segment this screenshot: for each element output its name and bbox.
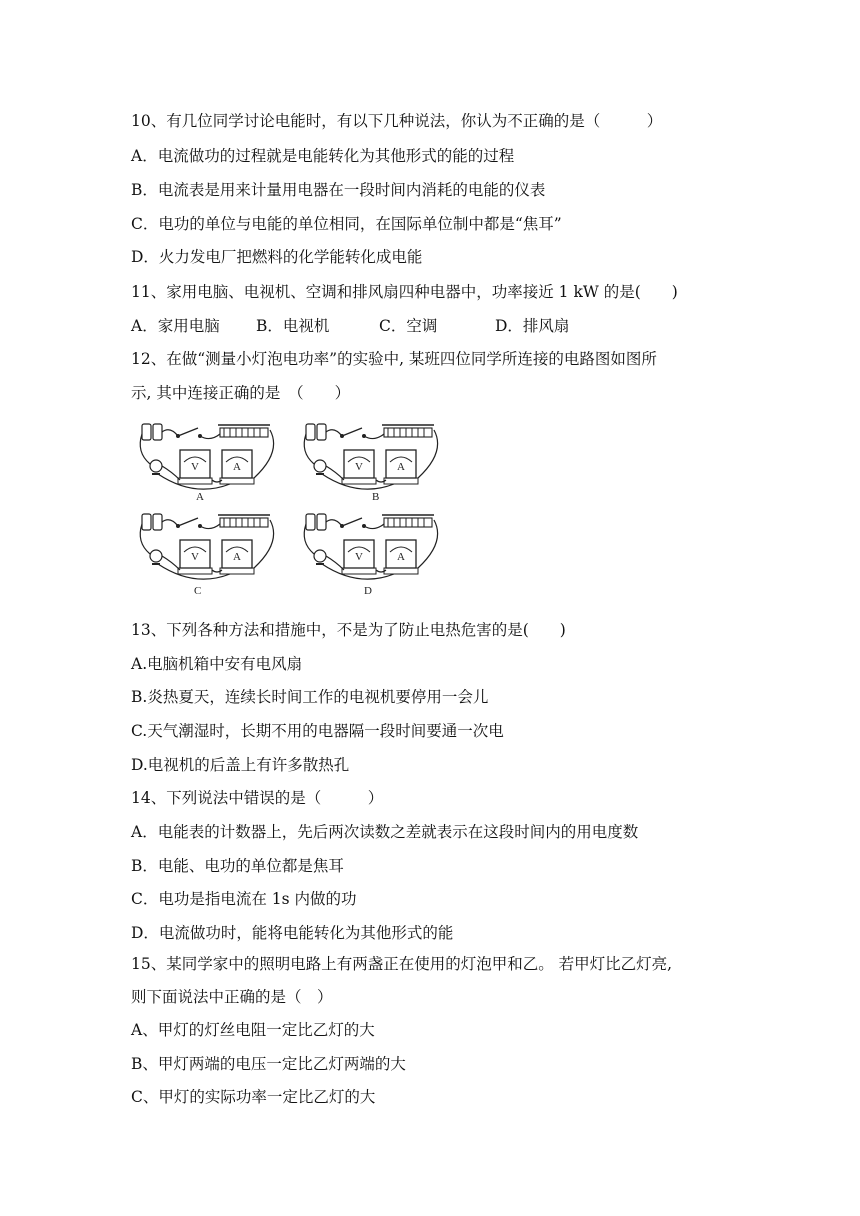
q10-option-d: D．火力发电厂把燃料的化学能转化成电能	[131, 248, 423, 266]
q13-option-d: D.电视机的后盖上有许多散热孔	[131, 756, 350, 774]
q13-option-c: C.天气潮湿时，长期不用的电器隔一段时间要通一次电	[131, 722, 504, 740]
q15-option-c: C、甲灯的实际功率一定比乙灯的大	[131, 1088, 376, 1106]
q15-option-a: A、甲灯的灯丝电阻一定比乙灯的大	[131, 1021, 375, 1039]
q11-option-b: B．电视机	[256, 317, 330, 335]
circuit-label-b: B	[372, 491, 380, 503]
q11-option-d: D．排风扇	[495, 317, 570, 335]
q11-option-a: A．家用电脑	[131, 317, 220, 335]
q12-stem-line1: 12、在做“测量小灯泡电功率”的实验中, 某班四位同学所连接的电路图如图所	[131, 350, 657, 368]
q13-stem: 13、下列各种方法和措施中，不是为了防止电热危害的是( )	[131, 621, 566, 639]
q13-option-b: B.炎热夏天，连续长时间工作的电视机要停用一会儿	[131, 688, 489, 706]
q10-option-c: C．电功的单位与电能的单位相同，在国际单位制中都是“焦耳”	[131, 215, 562, 233]
q13-option-a: A.电脑机箱中安有电风扇	[131, 655, 303, 673]
circuit-label-d: D	[364, 585, 372, 597]
circuit-diagrams-figure	[132, 418, 440, 598]
circuit-label-a: A	[196, 491, 204, 503]
q10-option-a: A．电流做功的过程就是电能转化为其他形式的能的过程	[131, 147, 515, 165]
circuit-c	[140, 514, 273, 579]
circuit-d	[304, 514, 437, 579]
q14-option-b: B．电能、电功的单位都是焦耳	[131, 857, 344, 875]
q14-option-c: C．电功是指电流在 1s 内做的功	[131, 890, 357, 908]
q10-option-b: B．电流表是用来计量用电器在一段时间内消耗的电能的仪表	[131, 181, 546, 199]
q12-stem-line2: 示, 其中连接正确的是 （ ）	[131, 384, 351, 402]
q14-option-a: A．电能表的计数器上，先后两次读数之差就表示在这段时间内的用电度数	[131, 823, 639, 841]
circuit-b	[304, 424, 437, 489]
q11-stem: 11、家用电脑、电视机、空调和排风扇四种电器中，功率接近 1 kW 的是( )	[131, 283, 678, 301]
q15-stem-line2: 则下面说法中正确的是（ ）	[131, 988, 333, 1006]
circuit-a	[140, 424, 273, 489]
q10-stem: 10、有几位同学讨论电能时，有以下几种说法，你认为不正确的是（ ）	[131, 112, 663, 130]
q15-option-b: B、甲灯两端的电压一定比乙灯两端的大	[131, 1055, 406, 1073]
q15-stem-line1: 15、某同学家中的照明电路上有两盏正在使用的灯泡甲和乙。 若甲灯比乙灯亮,	[131, 955, 673, 973]
q11-option-c: C．空调	[379, 317, 438, 335]
q14-option-d: D．电流做功时，能将电能转化为其他形式的能	[131, 924, 454, 942]
q14-stem: 14、下列说法中错误的是（ ）	[131, 789, 384, 807]
circuit-label-c: C	[194, 585, 202, 597]
